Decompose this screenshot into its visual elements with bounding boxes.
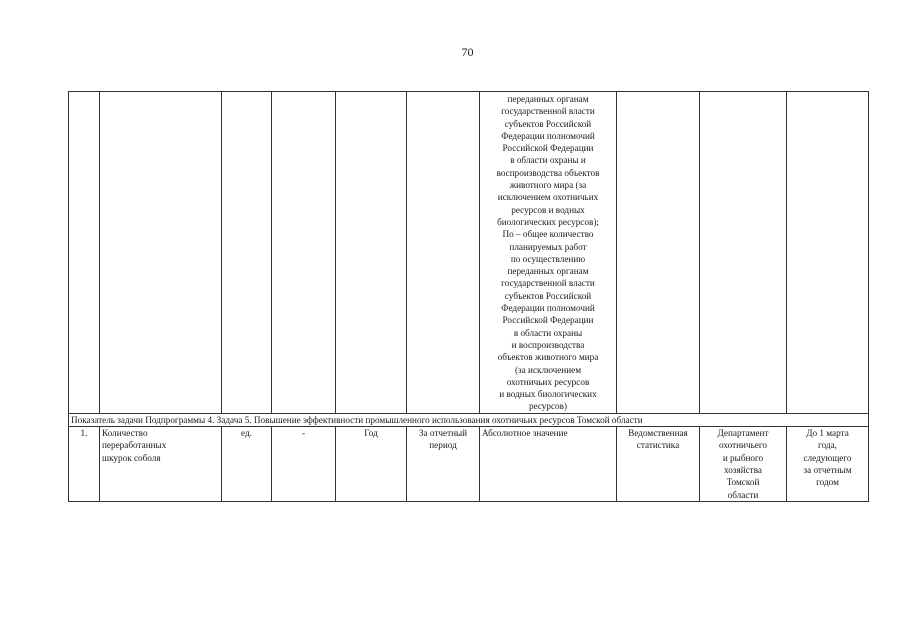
formula-description-line: в области охраны и: [510, 155, 586, 166]
formula-description-line: и воспроизводства: [511, 339, 585, 350]
formula-description-line: Федерации полномочий: [501, 130, 595, 141]
deadline-text-line: за отчетным: [803, 464, 852, 475]
responsible-text-line: хозяйства: [724, 464, 762, 475]
formula-description-line: Российской Федерации: [502, 143, 594, 154]
section-header: Показатель задачи Подпрограммы 4. Задача 5. Повышение эффективности промышленного использования охотничьих ресурсов Томской области: [69, 413, 869, 426]
formula-description-line: биологических ресурсов);: [497, 216, 599, 227]
responsible-text-line: Томской: [726, 477, 760, 488]
deadline-text-line: следующего: [803, 452, 852, 463]
formula-description-line: животного мира (за: [509, 180, 587, 191]
formula-description-line: субъектов Российской: [504, 118, 592, 129]
data-source-text-line: Ведомственная: [628, 428, 688, 439]
formula-description-line: планируемых работ: [509, 241, 587, 252]
reporting-period-text-line: период: [429, 440, 457, 451]
formula-description-line: ресурсов и водных: [511, 204, 585, 215]
formula-description-line: охотничьих ресурсов: [506, 376, 590, 387]
cell-responsible: [700, 92, 787, 414]
cell-source: [617, 92, 700, 414]
indicator-name: [100, 427, 222, 502]
responsible-text-line: охотничьего: [719, 440, 767, 451]
calc-method: Абсолютное значение: [480, 427, 617, 502]
formula-description-line: воспроизводства объектов: [496, 167, 600, 178]
indicator-name-text-line: переработанных: [102, 440, 167, 451]
data-source: [617, 427, 700, 502]
deadline-text-line: До 1 марта: [806, 428, 849, 439]
responsible: [700, 427, 787, 502]
cell-deadline: [787, 92, 869, 414]
deadline-text-line: года,: [818, 440, 837, 451]
formula-description-line: по осуществлению: [510, 253, 586, 264]
responsible-text-line: и рыбного: [722, 452, 764, 463]
formula-description-line: По – общее количество: [502, 229, 594, 240]
formula-description-line: субъектов Российской: [504, 290, 592, 301]
continuation-row: [69, 92, 869, 414]
formula-description-line: объектов животного мира: [497, 352, 599, 363]
formula-description-line: исключением охотничьих: [497, 192, 599, 203]
indicator-name-text-line: Количество: [102, 428, 148, 439]
cell-name: [100, 92, 222, 414]
row-number: 1.: [69, 427, 100, 502]
data-source-text-line: статистика: [636, 440, 680, 451]
cell-number: [69, 92, 100, 414]
deadline: [787, 427, 869, 502]
dash-cell: -: [272, 427, 336, 502]
reporting-period-text-line: За отчетный: [418, 428, 468, 439]
formula-description-line: ресурсов): [528, 401, 568, 412]
table-row: [69, 427, 869, 502]
responsible-text-line: Департамент: [717, 428, 769, 439]
cell-unit: [222, 92, 272, 414]
responsible-text-line: области: [727, 489, 759, 500]
unit: ед.: [222, 427, 272, 502]
period-type: Год: [336, 427, 407, 502]
cell-dash: [272, 92, 336, 414]
formula-description-line: государственной власти: [501, 278, 595, 289]
page-number: 70: [461, 45, 474, 59]
indicator-name-text-line: шкурок соболя: [102, 452, 161, 463]
section-header-row: [69, 413, 869, 426]
formula-description-line: и водных биологических: [499, 389, 597, 400]
responsible-text: [702, 427, 784, 501]
deadline-text: [789, 427, 866, 488]
indicator-name-text: [102, 427, 219, 464]
deadline-text-line: годом: [816, 477, 839, 488]
formula-description-line: (за исключением: [514, 364, 582, 375]
reporting-period-text: [409, 427, 477, 452]
formula-description-line: Российской Федерации: [502, 315, 594, 326]
cell-period-type: [336, 92, 407, 414]
formula-description-text: [482, 93, 614, 413]
formula-description-line: переданных органам: [507, 94, 589, 104]
formula-description-line: Федерации полномочий: [501, 303, 595, 314]
formula-description-line: в области охраны: [513, 327, 583, 338]
cell-formula-description: [480, 92, 617, 414]
cell-period: [407, 92, 480, 414]
formula-description-line: государственной власти: [501, 106, 595, 117]
indicators-table: [68, 91, 869, 502]
formula-description-line: переданных органам: [507, 266, 589, 277]
reporting-period: [407, 427, 480, 502]
data-source-text: [619, 427, 697, 452]
